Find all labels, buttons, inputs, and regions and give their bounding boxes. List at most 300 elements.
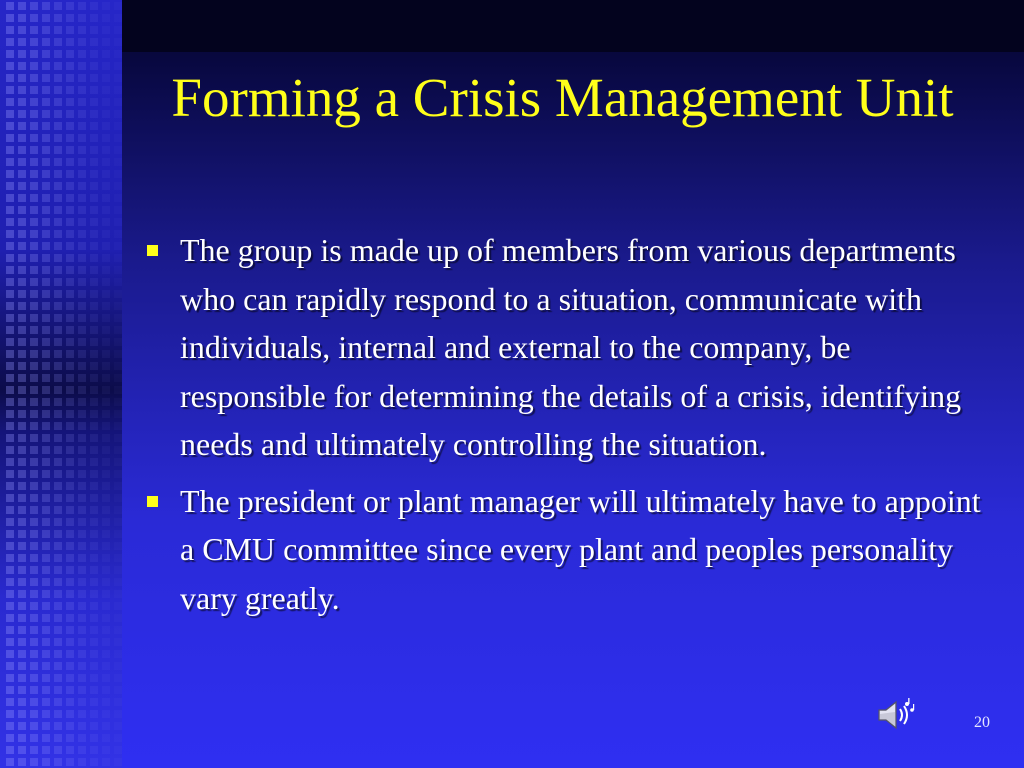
grid-square [6, 134, 14, 142]
grid-square [42, 98, 50, 106]
grid-square [18, 398, 26, 406]
grid-square [114, 218, 122, 226]
grid-square [102, 518, 110, 526]
grid-square [30, 218, 38, 226]
grid-square [6, 194, 14, 202]
grid-square [114, 434, 122, 442]
list-item [142, 226, 982, 469]
grid-square [90, 266, 98, 274]
grid-square [90, 26, 98, 34]
grid-square [54, 686, 62, 694]
grid-square [90, 506, 98, 514]
grid-square [42, 566, 50, 574]
grid-square [42, 266, 50, 274]
grid-square [114, 698, 122, 706]
grid-square [90, 458, 98, 466]
grid-square [66, 182, 74, 190]
grid-square [54, 386, 62, 394]
grid-square [42, 410, 50, 418]
grid-square [90, 530, 98, 538]
grid-square [66, 470, 74, 478]
grid-square [66, 170, 74, 178]
grid-square [78, 638, 86, 646]
grid-square [102, 650, 110, 658]
grid-square [30, 542, 38, 550]
grid-square [6, 266, 14, 274]
grid-square [54, 374, 62, 382]
grid-square [102, 542, 110, 550]
grid-square [18, 410, 26, 418]
grid-square [30, 638, 38, 646]
grid-square [78, 266, 86, 274]
grid-square [66, 698, 74, 706]
grid-square [90, 674, 98, 682]
grid-square [102, 482, 110, 490]
grid-square [54, 74, 62, 82]
grid-square [6, 326, 14, 334]
grid-square [6, 158, 14, 166]
grid-square [102, 182, 110, 190]
grid-square [78, 230, 86, 238]
grid-square [6, 170, 14, 178]
grid-square [66, 362, 74, 370]
grid-square [102, 386, 110, 394]
grid-square [78, 254, 86, 262]
grid-square [54, 326, 62, 334]
grid-square [6, 518, 14, 526]
grid-square [18, 710, 26, 718]
grid-square [30, 398, 38, 406]
grid-square [90, 698, 98, 706]
grid-square [18, 530, 26, 538]
grid-square [114, 26, 122, 34]
grid-square [54, 398, 62, 406]
grid-square [90, 662, 98, 670]
grid-square [90, 206, 98, 214]
grid-square [6, 338, 14, 346]
grid-square [66, 566, 74, 574]
grid-square [30, 134, 38, 142]
grid-square [18, 278, 26, 286]
grid-square [30, 338, 38, 346]
grid-square [42, 386, 50, 394]
grid-square [102, 158, 110, 166]
grid-square [18, 2, 26, 10]
grid-square [90, 98, 98, 106]
grid-square [66, 230, 74, 238]
grid-square [66, 506, 74, 514]
grid-square [54, 758, 62, 766]
grid-square [54, 302, 62, 310]
grid-square [102, 62, 110, 70]
grid-square [54, 674, 62, 682]
grid-square [54, 86, 62, 94]
grid-square [66, 602, 74, 610]
grid-square [18, 578, 26, 586]
grid-square [102, 626, 110, 634]
grid-square [18, 566, 26, 574]
grid-square [18, 134, 26, 142]
grid-square [6, 374, 14, 382]
grid-square [6, 146, 14, 154]
grid-square [66, 626, 74, 634]
grid-square [66, 74, 74, 82]
grid-square [6, 758, 14, 766]
grid-square [18, 386, 26, 394]
grid-square [18, 182, 26, 190]
grid-square [6, 602, 14, 610]
grid-square [78, 50, 86, 58]
grid-square [30, 50, 38, 58]
grid-square [66, 590, 74, 598]
grid-square [30, 98, 38, 106]
grid-square [6, 38, 14, 46]
grid-square [54, 602, 62, 610]
grid-square [30, 86, 38, 94]
grid-square [6, 62, 14, 70]
grid-square [42, 38, 50, 46]
grid-square [102, 266, 110, 274]
grid-square [6, 110, 14, 118]
grid-square [78, 98, 86, 106]
grid-square [78, 434, 86, 442]
grid-square [6, 638, 14, 646]
grid-square [66, 290, 74, 298]
grid-square [78, 290, 86, 298]
grid-square [54, 26, 62, 34]
grid-square [114, 254, 122, 262]
grid-square [66, 662, 74, 670]
grid-square [102, 122, 110, 130]
speaker-sound-icon[interactable] [876, 698, 916, 732]
grid-square [66, 554, 74, 562]
grid-square [90, 338, 98, 346]
grid-square [54, 506, 62, 514]
grid-square [18, 122, 26, 130]
grid-square [54, 218, 62, 226]
grid-square [102, 26, 110, 34]
grid-square [114, 2, 122, 10]
grid-square [114, 170, 122, 178]
grid-square [66, 26, 74, 34]
grid-square [78, 614, 86, 622]
grid-square [66, 338, 74, 346]
grid-square [90, 2, 98, 10]
grid-square [54, 62, 62, 70]
grid-square [30, 206, 38, 214]
grid-square [78, 650, 86, 658]
grid-square [90, 254, 98, 262]
grid-square [114, 578, 122, 586]
grid-square [6, 434, 14, 442]
grid-square [114, 338, 122, 346]
grid-square [42, 422, 50, 430]
grid-square [66, 2, 74, 10]
grid-square [114, 542, 122, 550]
grid-square [90, 350, 98, 358]
grid-square [30, 194, 38, 202]
grid-square [30, 662, 38, 670]
grid-square [66, 422, 74, 430]
grid-square [114, 722, 122, 730]
grid-square [78, 698, 86, 706]
grid-square [6, 554, 14, 562]
grid-square [54, 590, 62, 598]
grid-square [42, 746, 50, 754]
grid-square [102, 38, 110, 46]
grid-square [18, 314, 26, 322]
grid-square [54, 518, 62, 526]
grid-square [6, 494, 14, 502]
grid-square [42, 74, 50, 82]
square-bullet-icon [147, 245, 158, 256]
grid-square [6, 230, 14, 238]
grid-square [18, 74, 26, 82]
grid-square [18, 674, 26, 682]
grid-square [6, 14, 14, 22]
grid-square [102, 338, 110, 346]
grid-square [102, 710, 110, 718]
grid-square [78, 146, 86, 154]
grid-square [66, 38, 74, 46]
grid-square [90, 242, 98, 250]
grid-square [42, 206, 50, 214]
grid-square [18, 350, 26, 358]
grid-square [42, 434, 50, 442]
grid-square [114, 458, 122, 466]
grid-square [102, 446, 110, 454]
grid-square [18, 422, 26, 430]
grid-square [78, 578, 86, 586]
grid-square [18, 170, 26, 178]
grid-square [66, 350, 74, 358]
grid-square [78, 494, 86, 502]
grid-square [102, 350, 110, 358]
grid-square [102, 638, 110, 646]
grid-square [54, 650, 62, 658]
grid-square [30, 146, 38, 154]
grid-square [54, 230, 62, 238]
grid-square [42, 110, 50, 118]
grid-square [114, 14, 122, 22]
grid-square [90, 110, 98, 118]
grid-square [18, 758, 26, 766]
grid-square [54, 38, 62, 46]
grid-square [66, 614, 74, 622]
grid-square [78, 458, 86, 466]
list-item [142, 477, 982, 623]
grid-square [114, 422, 122, 430]
grid-square [18, 446, 26, 454]
grid-square [114, 98, 122, 106]
grid-square [78, 242, 86, 250]
grid-square [42, 362, 50, 370]
grid-square [18, 374, 26, 382]
grid-square [6, 578, 14, 586]
grid-square [30, 362, 38, 370]
grid-square [66, 254, 74, 262]
grid-square [114, 38, 122, 46]
grid-square [66, 194, 74, 202]
grid-square [90, 50, 98, 58]
grid-square [6, 86, 14, 94]
grid-square [66, 746, 74, 754]
grid-square [90, 626, 98, 634]
grid-square [114, 386, 122, 394]
bullet-text: The group is made up of members from various departments who can rapidly respond to a situation, communicate with individuals, internal and external to the company, be responsible for determining the details of a crisis, identifying needs and ultimately controlling the situation. [180, 232, 962, 462]
grid-square [54, 254, 62, 262]
grid-square [6, 422, 14, 430]
grid-square [102, 698, 110, 706]
grid-square [42, 482, 50, 490]
grid-square [54, 110, 62, 118]
grid-square [66, 674, 74, 682]
grid-square [18, 506, 26, 514]
grid-square [18, 338, 26, 346]
grid-square [78, 590, 86, 598]
grid-square [30, 434, 38, 442]
grid-square [54, 626, 62, 634]
grid-square [114, 590, 122, 598]
grid-square [30, 62, 38, 70]
grid-square [78, 62, 86, 70]
grid-square [6, 386, 14, 394]
grid-square [90, 446, 98, 454]
grid-square [114, 662, 122, 670]
grid-square [18, 38, 26, 46]
grid-square [18, 26, 26, 34]
grid-square [114, 734, 122, 742]
grid-square [18, 218, 26, 226]
grid-square [90, 314, 98, 322]
bullet-text: The president or plant manager will ultimately have to appoint a CMU committee since every plant and peoples personality vary greatly. [180, 482, 981, 616]
grid-square [90, 542, 98, 550]
grid-square [54, 182, 62, 190]
grid-square [18, 686, 26, 694]
grid-square [42, 338, 50, 346]
grid-square [18, 662, 26, 670]
grid-square [6, 458, 14, 466]
grid-square [6, 566, 14, 574]
grid-square [90, 710, 98, 718]
grid-square [102, 50, 110, 58]
grid-square [54, 134, 62, 142]
grid-square [54, 566, 62, 574]
grid-square [90, 326, 98, 334]
grid-square [54, 542, 62, 550]
grid-square [54, 98, 62, 106]
grid-square [54, 338, 62, 346]
grid-square [78, 470, 86, 478]
grid-square [66, 86, 74, 94]
grid-square [54, 614, 62, 622]
grid-square [54, 362, 62, 370]
grid-square [102, 134, 110, 142]
grid-square [42, 698, 50, 706]
grid-square [30, 278, 38, 286]
grid-square [18, 602, 26, 610]
grid-square [30, 710, 38, 718]
grid-square [90, 170, 98, 178]
grid-square [30, 290, 38, 298]
grid-square [78, 326, 86, 334]
grid-square [102, 326, 110, 334]
grid-square [114, 602, 122, 610]
grid-square [78, 746, 86, 754]
grid-square [42, 614, 50, 622]
grid-square [30, 746, 38, 754]
grid-square [6, 746, 14, 754]
grid-square [78, 386, 86, 394]
grid-square [54, 446, 62, 454]
grid-square [54, 662, 62, 670]
grid-square [78, 398, 86, 406]
grid-square [90, 374, 98, 382]
grid-square [66, 278, 74, 286]
grid-square [18, 14, 26, 22]
grid-square [114, 518, 122, 526]
grid-square [30, 686, 38, 694]
grid-square [30, 26, 38, 34]
grid-square [102, 662, 110, 670]
grid-square [90, 554, 98, 562]
grid-square [18, 734, 26, 742]
grid-square [66, 98, 74, 106]
grid-square [78, 758, 86, 766]
grid-square [30, 374, 38, 382]
grid-square [6, 410, 14, 418]
grid-square [30, 482, 38, 490]
grid-square [66, 326, 74, 334]
grid-square [30, 530, 38, 538]
grid-square [78, 182, 86, 190]
grid-square [66, 110, 74, 118]
grid-square [90, 122, 98, 130]
grid-square [78, 14, 86, 22]
grid-square [54, 146, 62, 154]
grid-square [114, 146, 122, 154]
grid-square [30, 650, 38, 658]
grid-square [114, 554, 122, 562]
grid-square [66, 578, 74, 586]
grid-square [6, 278, 14, 286]
grid-square [114, 134, 122, 142]
grid-square [18, 158, 26, 166]
grid-square [66, 530, 74, 538]
grid-square [42, 758, 50, 766]
grid-square [42, 650, 50, 658]
grid-square [6, 218, 14, 226]
grid-square [54, 746, 62, 754]
grid-square [102, 554, 110, 562]
grid-square [30, 230, 38, 238]
grid-square [30, 326, 38, 334]
grid-square [6, 506, 14, 514]
grid-square [114, 446, 122, 454]
grid-square [78, 422, 86, 430]
grid-square [66, 62, 74, 70]
grid-square [18, 194, 26, 202]
grid-square [54, 350, 62, 358]
grid-square [54, 422, 62, 430]
grid-square [30, 170, 38, 178]
grid-square [78, 482, 86, 490]
grid-square [114, 710, 122, 718]
grid-square [42, 662, 50, 670]
grid-square [42, 506, 50, 514]
grid-square [102, 734, 110, 742]
grid-square [18, 554, 26, 562]
